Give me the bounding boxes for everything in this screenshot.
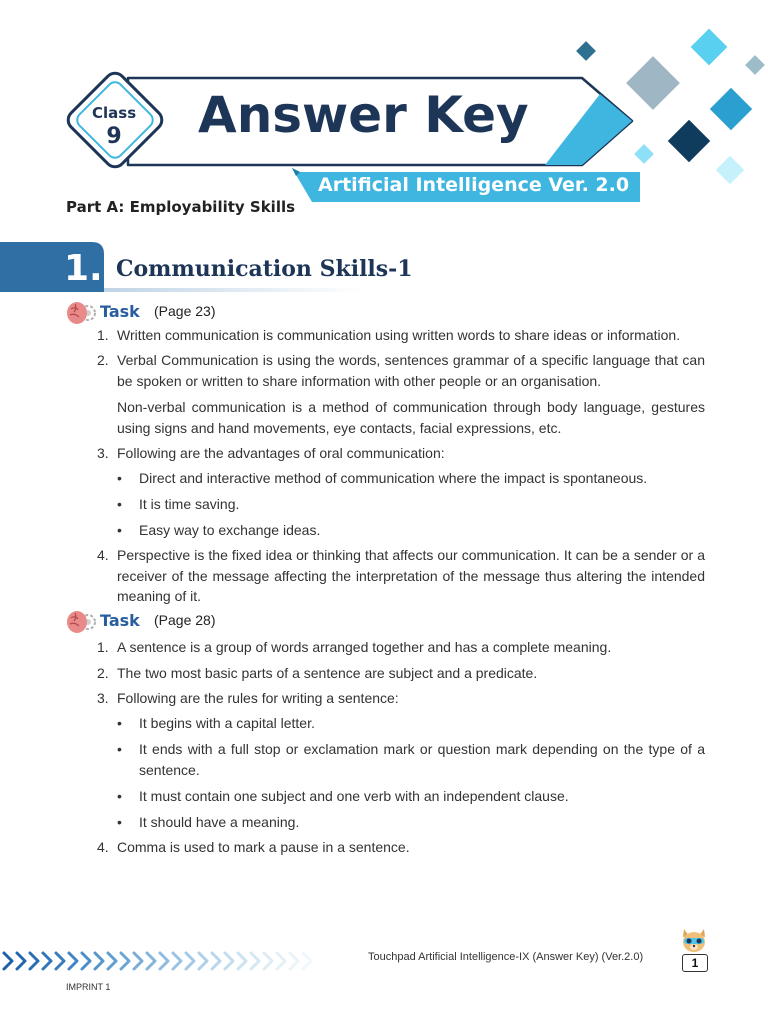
bullet-text: Easy way to exchange ideas. — [139, 522, 321, 538]
task-page-ref: (Page 28) — [154, 612, 216, 628]
task-page-ref: (Page 23) — [154, 303, 216, 319]
item-text: Non-verbal communication is a method of communication through body language, gestures using signs and hand movements, eye contacts, facial expressions, etc. — [117, 399, 705, 436]
item-number: 1. — [97, 327, 109, 343]
task-label: Task — [100, 611, 140, 630]
item-number: 3. — [97, 445, 109, 461]
chevron-arrows-icon — [0, 944, 360, 978]
item-number: 3. — [97, 690, 109, 706]
chapter-number: 1. — [64, 248, 103, 289]
item-text: Perspective is the fixed idea or thinking that affects our communication. It can be a sender or a receiver of the message affecting the interpretation of the message thus altering the intended meaning of it. — [117, 547, 705, 604]
bullet-text: It begins with a capital letter. — [139, 715, 315, 731]
item-number: 2. — [97, 665, 109, 681]
bullet-text: Direct and interactive method of communication where the impact is spontaneous. — [139, 470, 648, 486]
item-text: Comma is used to mark a pause in a sentence. — [117, 839, 410, 855]
item-text: The two most basic parts of a sentence are subject and a predicate. — [117, 665, 538, 681]
item-text: Verbal Communication is using the words, sentences grammar of a specific language that can be spoken or written to share information with other people or an organisation. — [117, 352, 705, 389]
bullet-text: It ends with a full stop or exclamation mark or question mark depending on the type of a sentence. — [139, 741, 705, 778]
bullet-icon: • — [117, 496, 122, 512]
item-number: 4. — [97, 839, 109, 855]
item-number: 1. — [97, 639, 109, 655]
bullet-icon: • — [117, 715, 122, 731]
task-label: Task — [100, 302, 140, 321]
page-title: Answer Key — [198, 86, 529, 144]
bullet-icon: • — [117, 522, 122, 538]
mascot-icon — [678, 925, 710, 955]
bullet-icon: • — [117, 814, 122, 830]
item-number: 2. — [97, 352, 109, 368]
imprint-label: IMPRINT 1 — [66, 982, 111, 992]
item-text: Written communication is communication using written words to share ideas or information. — [117, 327, 681, 343]
bullet-text: It must contain one subject and one verb with an independent clause. — [139, 788, 569, 804]
item-text: A sentence is a group of words arranged together and has a complete meaning. — [117, 639, 612, 655]
bullet-icon: • — [117, 741, 122, 757]
chapter-title: Communication Skills-1 — [116, 256, 413, 282]
class-number: 9 — [106, 124, 122, 149]
brain-gear-icon — [66, 609, 96, 635]
subtitle: Artificial Intelligence Ver. 2.0 — [318, 174, 630, 196]
bullet-icon: • — [117, 470, 122, 486]
class-label: Class — [92, 104, 137, 122]
part-heading: Part A: Employability Skills — [66, 198, 296, 216]
bullet-text: It should have a meaning. — [139, 814, 300, 830]
item-text: Following are the rules for writing a sentence: — [117, 690, 399, 706]
bullet-text: It is time saving. — [139, 496, 240, 512]
item-text: Following are the advantages of oral communication: — [117, 445, 445, 461]
brain-gear-icon — [66, 300, 96, 326]
bullet-icon: • — [117, 788, 122, 804]
header-graphics — [0, 0, 768, 300]
footer-text: Touchpad Artificial Intelligence-IX (Answer Key) (Ver.2.0) — [368, 951, 644, 963]
item-number: 4. — [97, 547, 109, 563]
page-number: 1 — [682, 954, 708, 972]
